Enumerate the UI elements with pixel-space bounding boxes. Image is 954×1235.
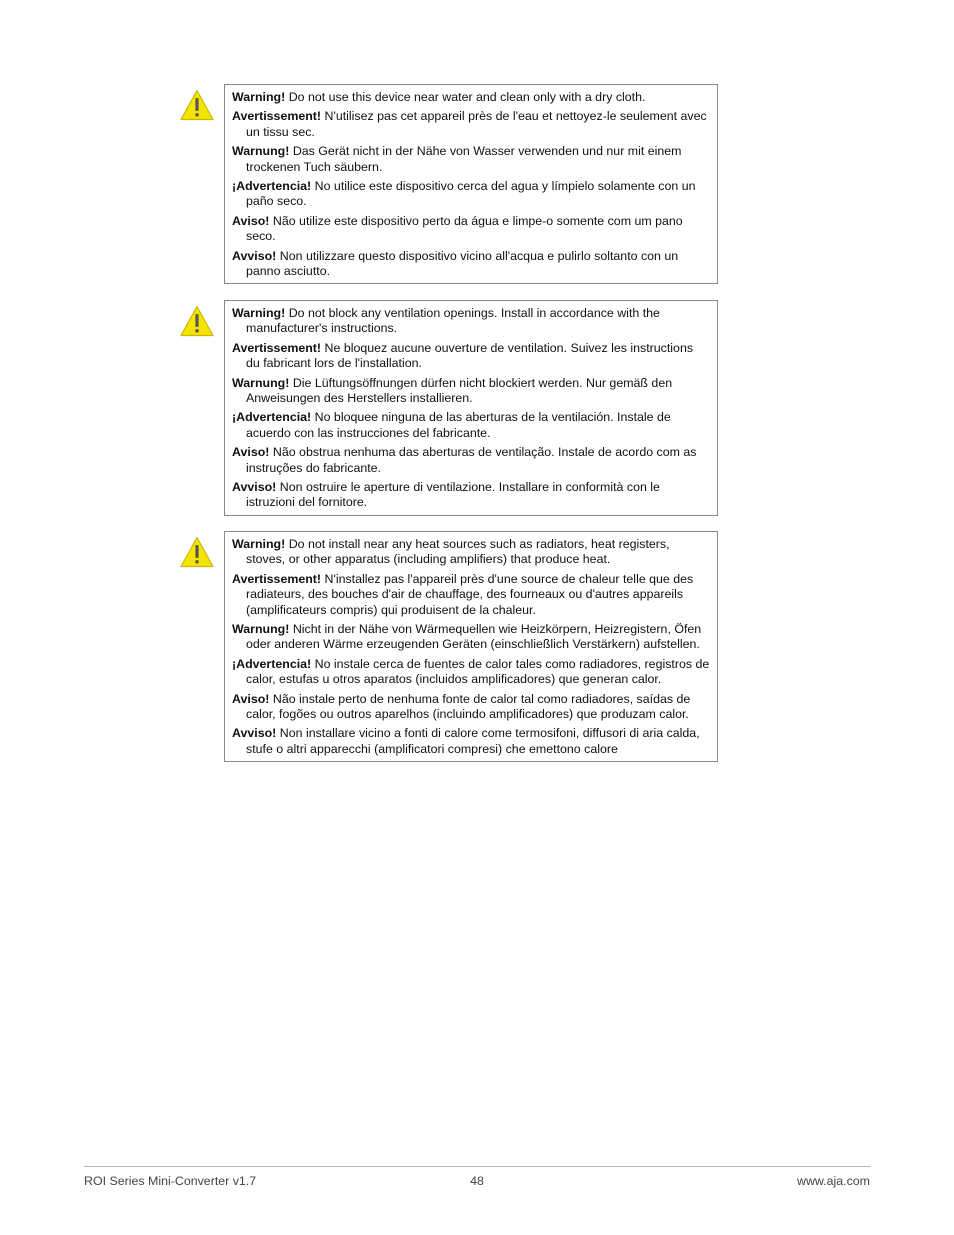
entry-text: No bloquee ninguna de las aberturas de la ventilación. Instale de acuerdo con las instrucciones del fabricante. xyxy=(246,410,671,440)
entry-text: No utilice este dispositivo cerca del agua y límpielo solamente con un paño seco. xyxy=(246,179,696,209)
entry-label: Aviso! xyxy=(232,445,270,460)
entry-text: Non utilizzare questo dispositivo vicino all'acqua e pulirlo soltanto con un panno asciutto. xyxy=(246,248,679,279)
entry-label: Aviso! xyxy=(232,691,270,706)
warning-entry-fr xyxy=(232,572,710,618)
warning-box xyxy=(224,84,718,284)
warning-entry-en xyxy=(232,306,710,337)
warning-entry-en xyxy=(232,90,710,105)
entry-text: Non installare vicino a fonti di calore come termosifoni, diffusori di aria calda, stufe o altri apparecchi (amplificatori compresi) che emettono calore xyxy=(246,726,700,756)
warning-entry-de xyxy=(232,622,710,653)
entry-label: ¡Advertencia! xyxy=(232,410,312,425)
entry-label: Avertissement! xyxy=(232,109,322,124)
warning-entry-de xyxy=(232,144,710,175)
entry-label: ¡Advertencia! xyxy=(232,656,312,671)
warning-box xyxy=(224,531,718,762)
warning-entry-es xyxy=(232,410,710,441)
entry-text: Do not use this device near water and clean only with a dry cloth. xyxy=(288,90,646,104)
warning-entry-pt xyxy=(232,214,710,245)
entry-text: No instale cerca de fuentes de calor tales como radiadores, registros de calor, estufas u otros aparatos (incluidos amplificadores) que generan calor. xyxy=(246,656,710,687)
footer-website-link[interactable]: www.aja.com xyxy=(797,1174,870,1188)
warning-entry-pt xyxy=(232,692,710,723)
warning-entry-es xyxy=(232,179,710,210)
warning-box xyxy=(224,300,718,516)
entry-label: ¡Advertencia! xyxy=(232,179,312,194)
entry-text: Não obstrua nenhuma das aberturas de ventilação. Instale de acordo com as instruções do fabricante. xyxy=(246,445,697,475)
entry-label: Warning! xyxy=(232,90,286,104)
entry-text: N'installez pas l'appareil près d'une source de chaleur telle que des radiateurs, des bouches d'air de chauffage, des fourneaux ou d'autres appareils (amplificateurs compris) qui produisent de la chaleur. xyxy=(246,571,694,617)
entry-label: Avviso! xyxy=(232,480,277,495)
warning-triangle-icon xyxy=(180,89,214,121)
entry-label: Avertissement! xyxy=(232,571,322,586)
entry-text: Do not block any ventilation openings. Install in accordance with the manufacturer's instructions. xyxy=(246,306,660,336)
entry-text: Non ostruire le aperture di ventilazione. Installare in conformità con le istruzioni del fornitore. xyxy=(246,480,660,510)
entry-label: Warning! xyxy=(232,306,286,320)
warning-entry-fr xyxy=(232,109,710,140)
entry-label: Warnung! xyxy=(232,375,290,390)
entry-text: Não instale perto de nenhuma fonte de calor tal como radiadores, saídas de calor, fogões ou outros aparelhos (incluindo amplificadores) que produzam calor. xyxy=(246,691,691,722)
warning-triangle-icon xyxy=(180,305,214,337)
entry-text: Do not install near any heat sources such as radiators, heat registers, stoves, or other apparatus (including amplifiers) that produce heat. xyxy=(246,537,670,567)
warning-triangle-icon xyxy=(180,536,214,568)
warning-entry-pt xyxy=(232,445,710,476)
entry-label: Warning! xyxy=(232,537,286,551)
entry-text: N'utilisez pas cet appareil près de l'eau et nettoyez-le seulement avec un tissu sec. xyxy=(246,109,707,139)
footer-divider xyxy=(84,1166,870,1167)
warning-entry-en xyxy=(232,537,710,568)
entry-text: Das Gerät nicht in der Nähe von Wasser verwenden und nur mit einem trockenen Tuch säubern. xyxy=(246,144,682,174)
entry-label: Avertissement! xyxy=(232,340,322,355)
warning-entry-it xyxy=(232,480,710,511)
entry-label: Warnung! xyxy=(232,144,290,159)
entry-label: Warnung! xyxy=(232,622,290,637)
warning-entry-de xyxy=(232,376,710,407)
entry-text: Nicht in der Nähe von Wärmequellen wie Heizkörpern, Heizregistern, Öfen oder anderen Wärme erzeugenden Geräten (einschließlich Verstärkern) aufstellen. xyxy=(246,622,702,652)
warning-entry-es xyxy=(232,657,710,688)
entry-text: Die Lüftungsöffnungen dürfen nicht blockiert werden. Nur gemäß den Anweisungen des Herstellers installieren. xyxy=(246,375,673,406)
entry-label: Aviso! xyxy=(232,213,270,228)
entry-label: Avviso! xyxy=(232,726,277,741)
entry-label: Avviso! xyxy=(232,248,277,263)
warning-entry-it xyxy=(232,249,710,280)
warning-entry-fr xyxy=(232,341,710,372)
footer-page-number: 48 xyxy=(470,1174,484,1188)
entry-text: Ne bloquez aucune ouverture de ventilation. Suivez les instructions du fabricant lors de l'installation. xyxy=(246,340,694,371)
warning-entry-it xyxy=(232,726,710,757)
footer-doc-title: ROI Series Mini-Converter v1.7 xyxy=(84,1174,257,1188)
entry-text: Não utilize este dispositivo perto da água e limpe-o somente com um pano seco. xyxy=(246,213,683,244)
